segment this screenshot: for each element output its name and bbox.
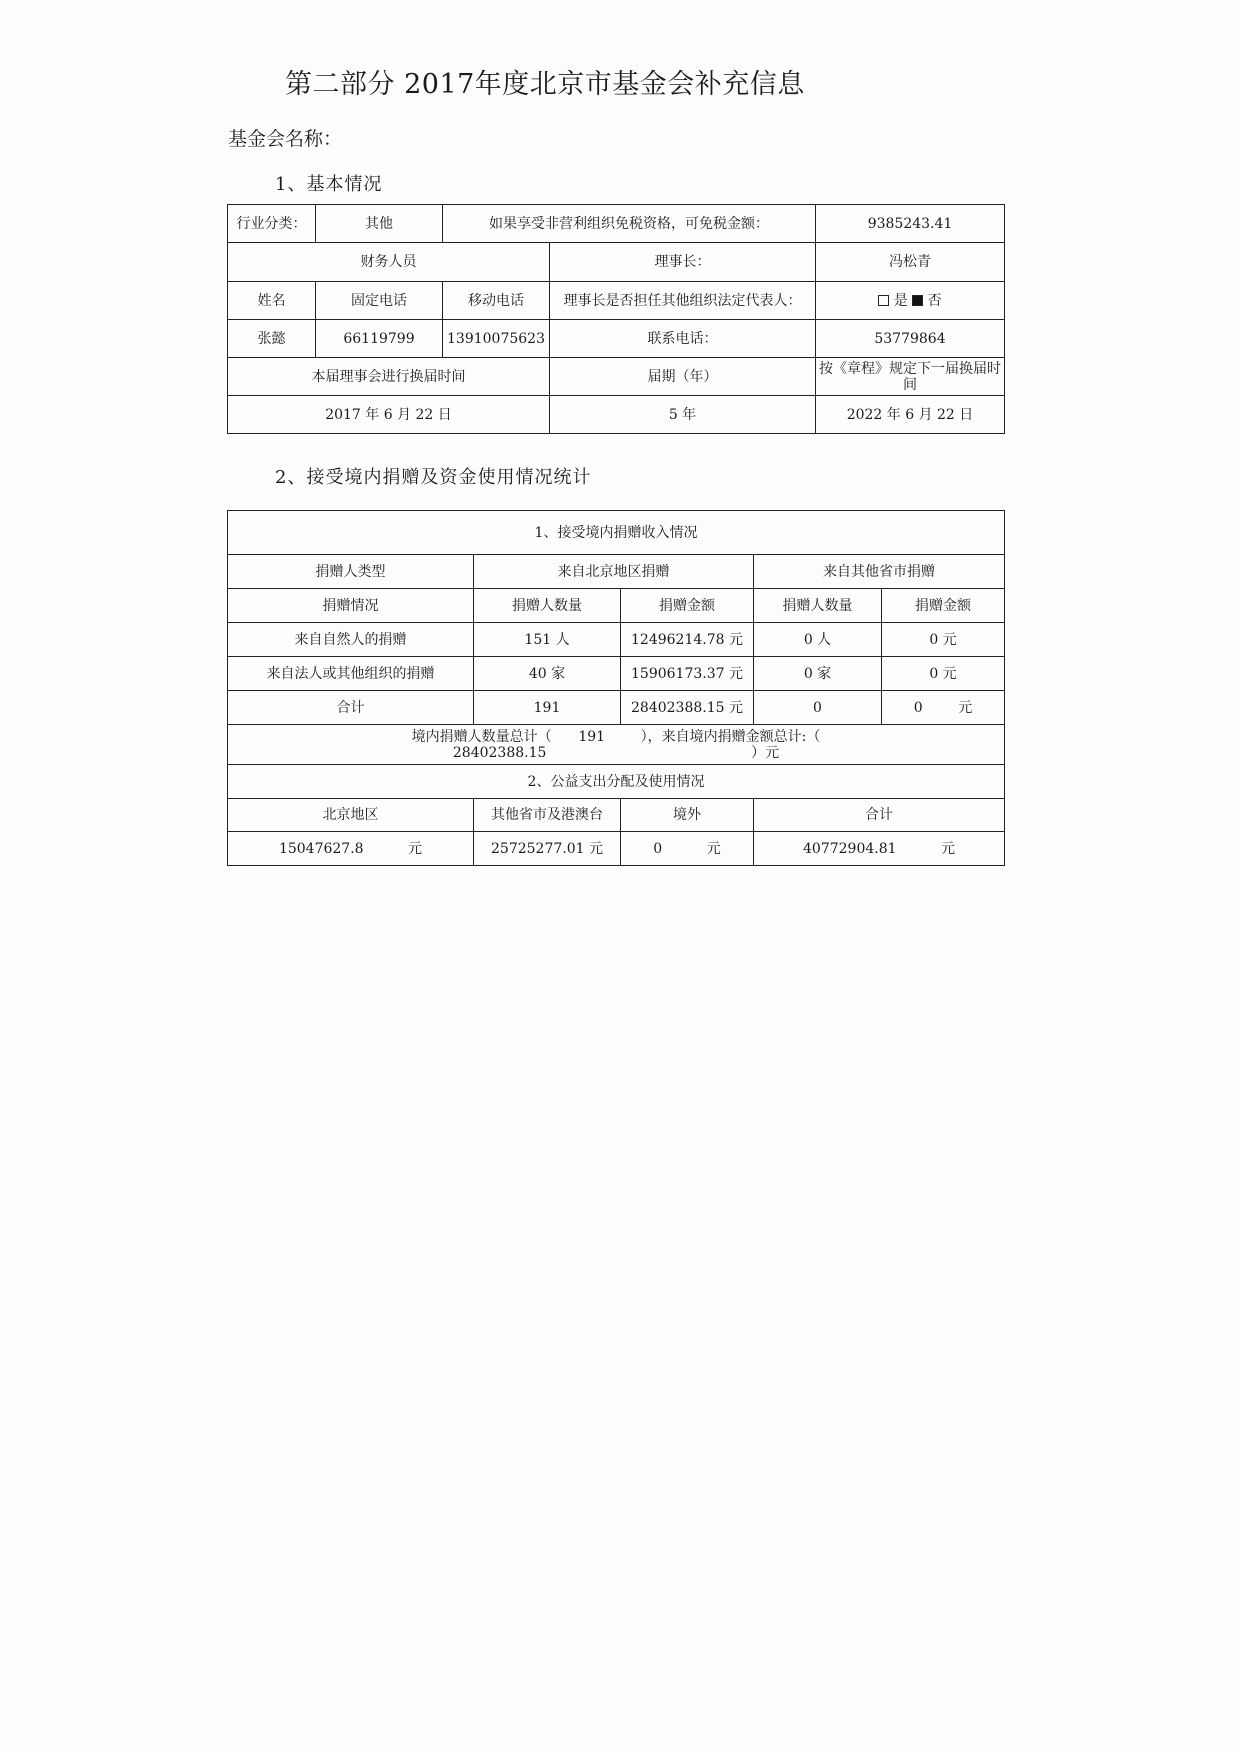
usage-col-abroad: 境外 — [621, 799, 754, 832]
term-years-value: 5 年 — [550, 396, 816, 434]
table-row — [228, 623, 1005, 657]
totals-line-1: 境内捐赠人数量总计（ 191 ），来自境内捐赠金额总计:（ — [411, 728, 821, 745]
usage-col-total: 合计 — [754, 799, 1005, 832]
usage-beijing-value: 15047627.8 元 — [228, 832, 474, 866]
industry-value-cell: 其他 — [316, 205, 443, 243]
bj-amount-header: 捐赠金额 — [621, 589, 754, 623]
no-checkbox — [912, 295, 923, 306]
ot-count: 0 家 — [754, 657, 882, 691]
staff-phone: 66119799 — [316, 320, 443, 358]
term-years-label: 届期（年） — [550, 358, 816, 396]
rep-answer — [816, 282, 1005, 320]
situation-label: 捐赠情况 — [228, 589, 474, 623]
finance-staff-label: 财务人员 — [228, 243, 550, 282]
tax-label: 如果享受非营利组织免税资格，可免税金额： — [443, 205, 816, 243]
no-label: 否 — [927, 292, 942, 309]
bj-count: 40 家 — [474, 657, 621, 691]
chairman-label: 理事长： — [550, 243, 816, 282]
donations-table — [227, 510, 1005, 866]
totals-summary — [228, 725, 1005, 765]
usage-other-value: 25725277.01 元 — [474, 832, 621, 866]
basic-info-first-row — [227, 204, 1005, 243]
chairman-value: 冯松青 — [816, 243, 1005, 282]
term-change-value: 2017 年 6 月 22 日 — [228, 396, 550, 434]
usage-col-other: 其他省市及港澳台 — [474, 799, 621, 832]
row-label: 来自自然人的捐赠 — [228, 623, 474, 657]
yes-label: 是 — [893, 292, 908, 309]
ot-amount: 0 元 — [882, 623, 1005, 657]
page-title: 第二部分 2017年度北京市基金会补充信息 — [285, 69, 805, 100]
ot-amount-header: 捐赠金额 — [882, 589, 1005, 623]
ot-amount: 0 元 — [882, 657, 1005, 691]
foundation-name-label: 基金会名称： — [228, 128, 343, 150]
bj-amount: 15906173.37 元 — [621, 657, 754, 691]
ot-count-header: 捐赠人数量 — [754, 589, 882, 623]
rep-question: 理事长是否担任其他组织法定代表人： — [550, 282, 816, 320]
usage-col-beijing: 北京地区 — [228, 799, 474, 832]
section-donations-title: 2、接受境内捐赠及资金使用情况统计 — [275, 467, 592, 488]
yes-checkbox — [878, 295, 889, 306]
ot-amount: 0 元 — [882, 691, 1005, 725]
industry-label-cell: 行业分类： — [228, 205, 316, 243]
table-row — [228, 691, 1005, 725]
bj-count: 151 人 — [474, 623, 621, 657]
bj-count-header: 捐赠人数量 — [474, 589, 621, 623]
contact-label: 联系电话： — [550, 320, 816, 358]
income-header: 1、接受境内捐赠收入情况 — [228, 511, 1005, 555]
next-change-label: 按《章程》规定下一届换届时间 — [816, 358, 1005, 396]
usage-abroad-value: 0 元 — [621, 832, 754, 866]
phone-label: 固定电话 — [316, 282, 443, 320]
bj-amount: 28402388.15 元 — [621, 691, 754, 725]
table-row — [228, 657, 1005, 691]
staff-mobile: 13910075623 — [443, 320, 550, 358]
term-change-label: 本届理事会进行换届时间 — [228, 358, 550, 396]
name-label: 姓名 — [228, 282, 316, 320]
donor-type-label: 捐赠人类型 — [228, 555, 474, 589]
usage-header: 2、公益支出分配及使用情况 — [228, 765, 1005, 799]
ot-count: 0 人 — [754, 623, 882, 657]
bj-count: 191 — [474, 691, 621, 725]
next-change-value: 2022 年 6 月 22 日 — [816, 396, 1005, 434]
row-label: 来自法人或其他组织的捐赠 — [228, 657, 474, 691]
usage-total-value: 40772904.81 元 — [754, 832, 1005, 866]
row-label: 合计 — [228, 691, 474, 725]
ot-count: 0 — [754, 691, 882, 725]
tax-value: 9385243.41 — [816, 205, 1005, 243]
section-basic-title: 1、基本情况 — [275, 174, 383, 195]
totals-line-2: 28402388.15 ）元 — [452, 744, 780, 761]
staff-name: 张懿 — [228, 320, 316, 358]
mobile-label: 移动电话 — [443, 282, 550, 320]
from-beijing-label: 来自北京地区捐赠 — [474, 555, 754, 589]
bj-amount: 12496214.78 元 — [621, 623, 754, 657]
contact-value: 53779864 — [816, 320, 1005, 358]
from-other-label: 来自其他省市捐赠 — [754, 555, 1005, 589]
